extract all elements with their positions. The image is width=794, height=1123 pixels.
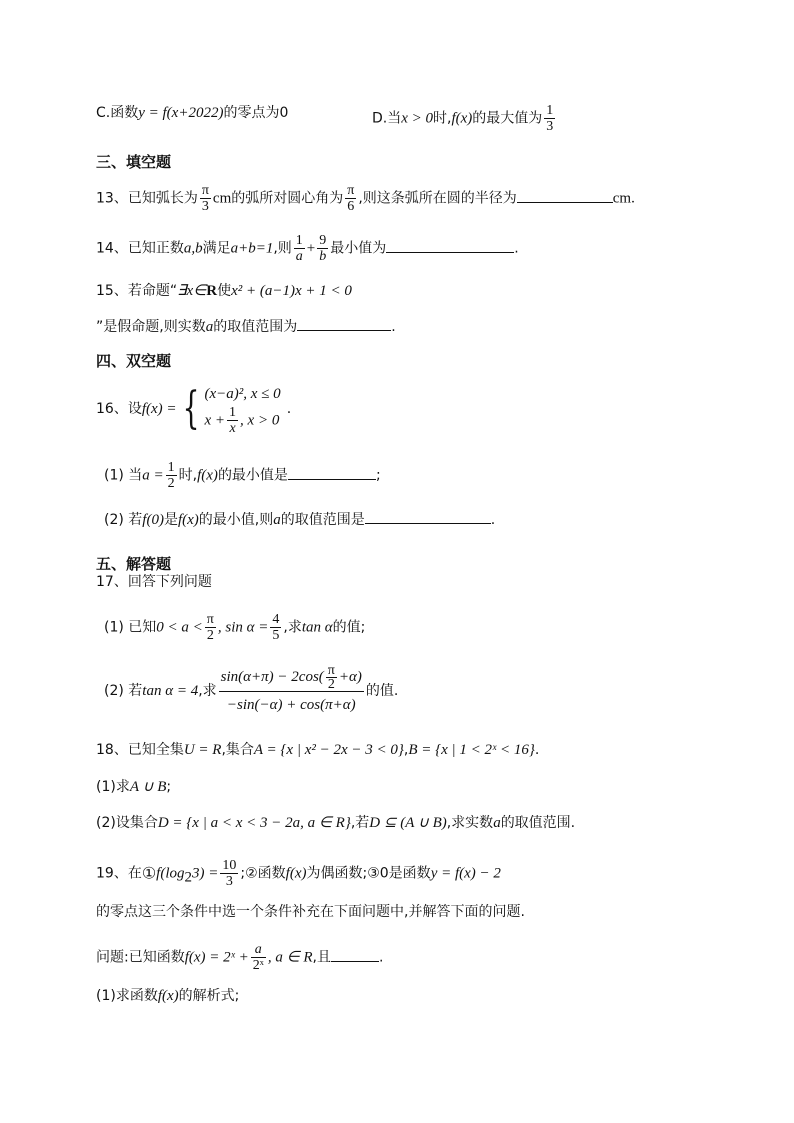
q18-set-b: B = {x | 1 < 2ˣ < 16} — [408, 742, 535, 758]
q18-p2-set-d: D = {x | a < x < 3 − 2a, a ∈ R} — [157, 815, 351, 831]
q12-option-d — [372, 103, 557, 134]
q19-c2-tail: 为偶函数; — [306, 865, 368, 882]
q16-p2-mid: 是 — [163, 512, 178, 528]
q16-case2-fraction — [227, 405, 238, 436]
q16-p2-mid2: 的最小值,则 — [198, 512, 274, 528]
q14-cond: a+b=1 — [230, 240, 274, 257]
q17-p2-cond: tan α = 4 — [142, 683, 199, 700]
q16-p1-mid: 时, — [178, 467, 198, 484]
q17-p1-sin: , sin α = — [217, 619, 269, 636]
q17-p2-num-b: +α) — [338, 669, 362, 685]
q17-p1-prefix: (1) 已知 — [104, 619, 157, 636]
q19-c1-sub: 2 — [184, 869, 193, 886]
q19-c1-b: 3) = — [192, 865, 219, 882]
q15-answer-blank[interactable] — [297, 316, 391, 331]
q19-problem-end: . — [379, 949, 384, 966]
q14-vars: a,b — [183, 240, 203, 257]
q18-p1-end: ; — [166, 779, 172, 795]
q16-part-2 — [104, 509, 495, 530]
q17-p1-tan: tan α — [301, 619, 333, 636]
q19-c1-end: ; — [240, 865, 246, 882]
fraction-numerator: 10 — [222, 858, 237, 873]
q15-expr: x² + (a−1)x + 1 < 0 — [231, 283, 352, 299]
q17-p1-fraction-1 — [205, 612, 216, 643]
q13-end: cm. — [612, 190, 635, 207]
q19-c1-fraction — [220, 858, 238, 889]
question-15-line-2 — [96, 316, 396, 337]
q15-end: . — [391, 319, 396, 335]
q17-title: 17、回答下列问题 — [96, 574, 212, 590]
question-16 — [96, 376, 291, 442]
q17-p2-mid: ,求 — [198, 683, 217, 700]
q13-prefix: 13、已知弧长为 — [96, 190, 198, 207]
question-13 — [96, 183, 635, 214]
question-19 — [96, 858, 501, 889]
q18-p2-mid: ,若 — [350, 815, 370, 831]
piecewise-brace-icon: { — [182, 383, 199, 434]
q16-p2-tail: 的取值范围是 — [280, 512, 365, 528]
q12-option-d-cond: x > 0 — [401, 110, 434, 127]
q16-p1-tail: 的最小值是 — [217, 467, 288, 484]
q19-p1-tail: 的解析式; — [178, 988, 240, 1004]
q19-condition-2: ②函数 — [245, 865, 286, 882]
q18-p2-end: 的取值范围. — [500, 815, 576, 831]
q14-answer-blank[interactable] — [386, 238, 514, 253]
q15-line2: ”是假命题,则实数 — [96, 319, 206, 335]
q17-part-1 — [104, 612, 365, 643]
q15-var-a: a — [205, 319, 214, 335]
q15-real-set: R — [206, 283, 218, 299]
q12-option-d-tail: 的最大值为 — [472, 110, 543, 127]
q18-set-a: A = {x | x² − 2x − 3 < 0} — [253, 742, 404, 758]
q15-tail: 的取值范围为 — [213, 319, 298, 335]
q19-c3-expr: y = f(x) − 2 — [430, 865, 501, 882]
q19-problem-tail: ,且 — [312, 949, 331, 966]
q16-p2-a: a — [273, 512, 281, 528]
q16-p2-f: f(x) — [177, 512, 199, 528]
q18-p2-label: (2)设集合 — [96, 815, 158, 831]
q19-prefix: 19、在 — [96, 865, 142, 882]
q16-f: f(x) = — [141, 401, 177, 417]
q14-tail: 最小值为 — [330, 240, 387, 257]
q17-p1-tail: 的值; — [332, 619, 366, 636]
q16-p1-answer-blank[interactable] — [288, 465, 376, 480]
q14-mid: 满足 — [202, 240, 231, 257]
q17-p1-fraction-2 — [270, 612, 281, 643]
fraction-numerator: π — [206, 612, 214, 627]
q16-p1-fraction — [166, 460, 177, 491]
q17-p1-mid: ,求 — [283, 619, 302, 636]
section-title-double-blank: 四、双空题 — [96, 352, 172, 370]
question-14 — [96, 233, 519, 264]
q16-cases — [205, 383, 281, 436]
fraction-denominator: 2 — [206, 628, 214, 643]
q18-prefix: 18、已知全集 — [96, 742, 184, 758]
fraction-numerator: 1 — [229, 404, 237, 420]
q13-unit: cm — [212, 190, 232, 207]
q14-prefix: 14、已知正数 — [96, 240, 184, 257]
q18-p1-label: (1)求 — [96, 779, 130, 795]
section-title-answers: 五、解答题 — [96, 555, 172, 573]
q16-case2-b: , x > 0 — [240, 412, 280, 428]
fraction-denominator: 3 — [201, 199, 209, 214]
q19-problem-f: f(x) = 2ˣ + — [184, 949, 249, 966]
q19-problem-mid: , a ∈ R — [267, 949, 313, 966]
q19-problem-prefix: 问题:已知函数 — [96, 949, 185, 966]
q17-p2-tail: 的值. — [365, 683, 399, 700]
fraction-denominator: a — [295, 249, 303, 264]
fraction-numerator: π — [327, 663, 335, 679]
fraction-denominator: b — [319, 249, 327, 264]
q15-prefix: 15、若命题“ — [96, 283, 178, 299]
q16-p2-end: . — [490, 512, 496, 528]
q18-mid: ,集合 — [221, 742, 254, 758]
q16-case-1: (x−a)², x ≤ 0 — [204, 385, 281, 402]
q16-p1-prefix: (1) 当 — [104, 467, 143, 484]
q14-end: . — [514, 240, 519, 257]
q18-p1-expr: A ∪ B — [129, 779, 167, 795]
q12-options-line — [96, 103, 288, 123]
q19-condition-1-marker: ① — [141, 863, 157, 883]
q19-p1-f: f(x) — [157, 988, 179, 1004]
q12-option-d-fraction — [544, 103, 555, 134]
fraction-numerator: π — [347, 183, 355, 198]
q16-case2-a: x + — [204, 412, 226, 428]
q16-p1-f: f(x) — [197, 467, 218, 484]
q18-part-2 — [96, 813, 575, 833]
q16-part-1 — [104, 460, 381, 491]
q19-problem — [96, 942, 383, 973]
q12-option-c-tail: 的零点为0 — [223, 105, 289, 121]
fraction-denominator: x — [229, 420, 236, 436]
q17-p2-numerator — [219, 664, 364, 692]
q16-dot: . — [286, 401, 292, 417]
q18-universal-set: U = R — [183, 742, 222, 758]
q13-fraction-angle — [345, 183, 356, 214]
q19-part-1 — [96, 986, 239, 1006]
q19-condition-blank[interactable] — [331, 947, 379, 962]
q14-fraction-1 — [294, 233, 305, 264]
fraction-denominator: 5 — [272, 628, 280, 643]
fraction-numerator: 1 — [295, 233, 303, 248]
fraction-numerator: 4 — [272, 612, 280, 627]
q13-answer-blank[interactable] — [517, 188, 613, 203]
q14-fraction-2 — [317, 233, 328, 264]
q19-c1-f: f(log — [156, 865, 185, 882]
fraction-denominator: 2ˣ — [252, 958, 264, 973]
q18-p2-expr: D ⊆ (A ∪ B) — [369, 815, 447, 831]
q16-p1-a: a = — [142, 467, 164, 484]
q15-exists: ∃x∈ — [177, 283, 207, 299]
q16-prefix: 16、设 — [96, 401, 142, 417]
q13-fraction-arc — [200, 183, 211, 214]
q16-p2-answer-blank[interactable] — [365, 509, 491, 524]
q17-p2-prefix: (2) 若 — [104, 683, 143, 700]
q19-condition-3: ③0是函数 — [367, 865, 431, 882]
q18-part-1 — [96, 777, 171, 797]
q17-p2-denominator: −sin(−α) + cos(π+α) — [226, 697, 356, 714]
q16-p2-f0: f(0) — [142, 512, 164, 528]
q12-option-d-f: f(x) — [451, 110, 473, 127]
q14-mid2: ,则 — [273, 240, 292, 257]
fraction-denominator: 6 — [347, 199, 355, 214]
q13-tail: ,则这条弧所在圆的半径为 — [358, 190, 517, 207]
q18-p2-tail: ,求实数 — [446, 815, 494, 831]
q19-problem-fraction — [251, 942, 266, 973]
fraction-numerator: π — [201, 183, 209, 198]
q17-p1-cond: 0 < a < — [156, 619, 203, 636]
q19-p1-label: (1)求函数 — [96, 988, 158, 1004]
fraction-denominator: 3 — [546, 119, 554, 134]
q18-comma: , — [403, 742, 409, 758]
fraction-numerator: 1 — [546, 103, 554, 118]
fraction-denominator: 2 — [327, 677, 335, 693]
q16-case-2 — [205, 405, 281, 436]
q16-p1-end: ; — [375, 467, 381, 484]
q13-mid: 的弧所对圆心角为 — [231, 190, 344, 207]
q12-option-d-mid: 时, — [433, 110, 452, 127]
question-18 — [96, 740, 539, 760]
q12-option-d-label: D.当 — [372, 110, 402, 127]
q18-end: . — [534, 742, 540, 758]
section-title-fill-in: 三、填空题 — [96, 153, 172, 171]
q18-p2-var-a: a — [493, 815, 501, 831]
q17-p2-inner-fraction — [326, 664, 337, 691]
fraction-numerator: 1 — [167, 460, 175, 475]
fraction-denominator: 2 — [167, 476, 175, 491]
q19-line-2: 的零点这三个条件中选一个条件补充在下面问题中,并解答下面的问题. — [96, 904, 525, 920]
question-15 — [96, 281, 352, 301]
fraction-numerator: a — [251, 942, 266, 958]
q12-option-c-expr: y = f(x+2022) — [138, 105, 224, 121]
q15-mid: 使 — [217, 283, 232, 299]
q17-part-2 — [104, 664, 398, 718]
fraction-denominator: 3 — [225, 874, 233, 889]
q12-option-c-label: C.函数 — [96, 105, 139, 121]
q19-c2-f: f(x) — [285, 865, 307, 882]
q17-p2-num-a: sin(α+π) − 2cos( — [220, 669, 324, 685]
q14-plus: + — [306, 240, 316, 257]
fraction-numerator: 9 — [319, 233, 327, 248]
q16-p2-prefix: (2) 若 — [104, 512, 143, 528]
q17-p2-big-fraction — [219, 664, 364, 718]
